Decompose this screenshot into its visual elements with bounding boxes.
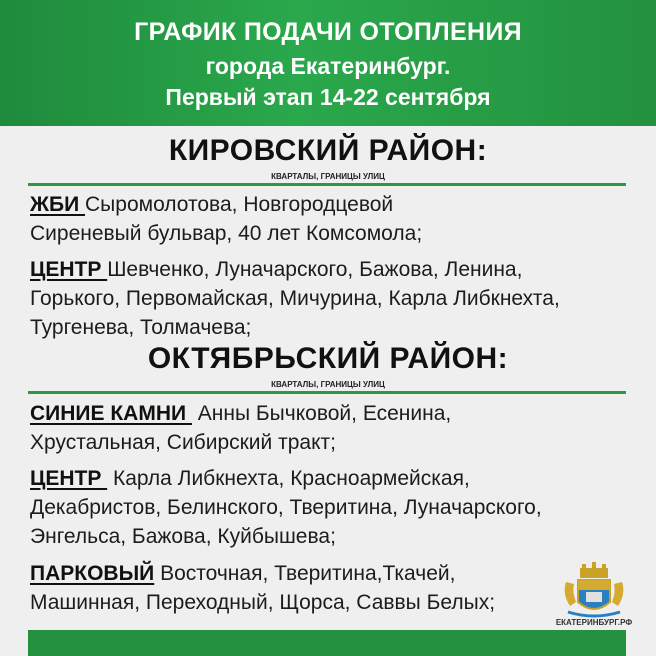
streets-line: Энгельса, Бажова, Куйбышева;: [30, 525, 336, 548]
streets-text: Восточная, Тверитина,Ткачей,: [154, 562, 456, 585]
streets-line: Декабристов, Белинского, Тверитина, Луначарского,: [30, 496, 542, 519]
divider: [28, 391, 626, 394]
city-coat-of-arms-icon: [560, 562, 628, 622]
divider: [28, 183, 626, 186]
district-subtitle: КВАРТАЛЫ, ГРАНИЦЫ УЛИЦ: [271, 380, 385, 389]
list-item: [30, 402, 451, 426]
streets-line: Хрустальная, Сибирский тракт;: [30, 431, 336, 454]
district-title-oktyabrsky: ОКТЯБРЬСКИЙ РАЙОН:: [147, 342, 509, 375]
list-item: [30, 193, 393, 217]
area-name: ЦЕНТР: [30, 258, 108, 281]
area-name: ЖБИ: [30, 193, 86, 216]
area-name: ПАРКОВЫЙ: [30, 562, 155, 585]
streets-line: Сиреневый бульвар, 40 лет Комсомола;: [30, 222, 423, 245]
area-name: ЦЕНТР: [30, 467, 108, 490]
footer-bar: [28, 630, 626, 656]
streets-text: Сыромолотова, Новгородцевой: [85, 193, 394, 216]
streets-line: Горького, Первомайская, Мичурина, Карла Либкнехта,: [30, 287, 560, 310]
streets-text: Карла Либкнехта, Красноармейская,: [107, 467, 470, 490]
header-stage: Первый этап 14-22 сентября: [165, 84, 491, 110]
district-title-kirovsky: КИРОВСКИЙ РАЙОН:: [168, 134, 488, 167]
list-item: [30, 258, 522, 282]
header-banner: [0, 0, 656, 126]
header-title: ГРАФИК ПОДАЧИ ОТОПЛЕНИЯ: [134, 18, 522, 46]
header-city: города Екатеринбург.: [205, 53, 451, 79]
list-item: [30, 467, 470, 491]
streets-text: Анны Бычковой, Есенина,: [191, 402, 452, 425]
streets-line: Машинная, Переходный, Щорса, Саввы Белых;: [30, 591, 496, 614]
district-subtitle: КВАРТАЛЫ, ГРАНИЦЫ УЛИЦ: [271, 172, 385, 181]
streets-line: Тургенева, Толмачева;: [30, 316, 252, 339]
area-name: СИНИЕ КАМНИ: [30, 402, 192, 425]
streets-text: Шевченко, Луначарского, Бажова, Ленина,: [107, 258, 523, 281]
list-item: [30, 562, 455, 586]
logo-text: ЕКАТЕРИНБУРГ.РФ: [555, 618, 633, 627]
